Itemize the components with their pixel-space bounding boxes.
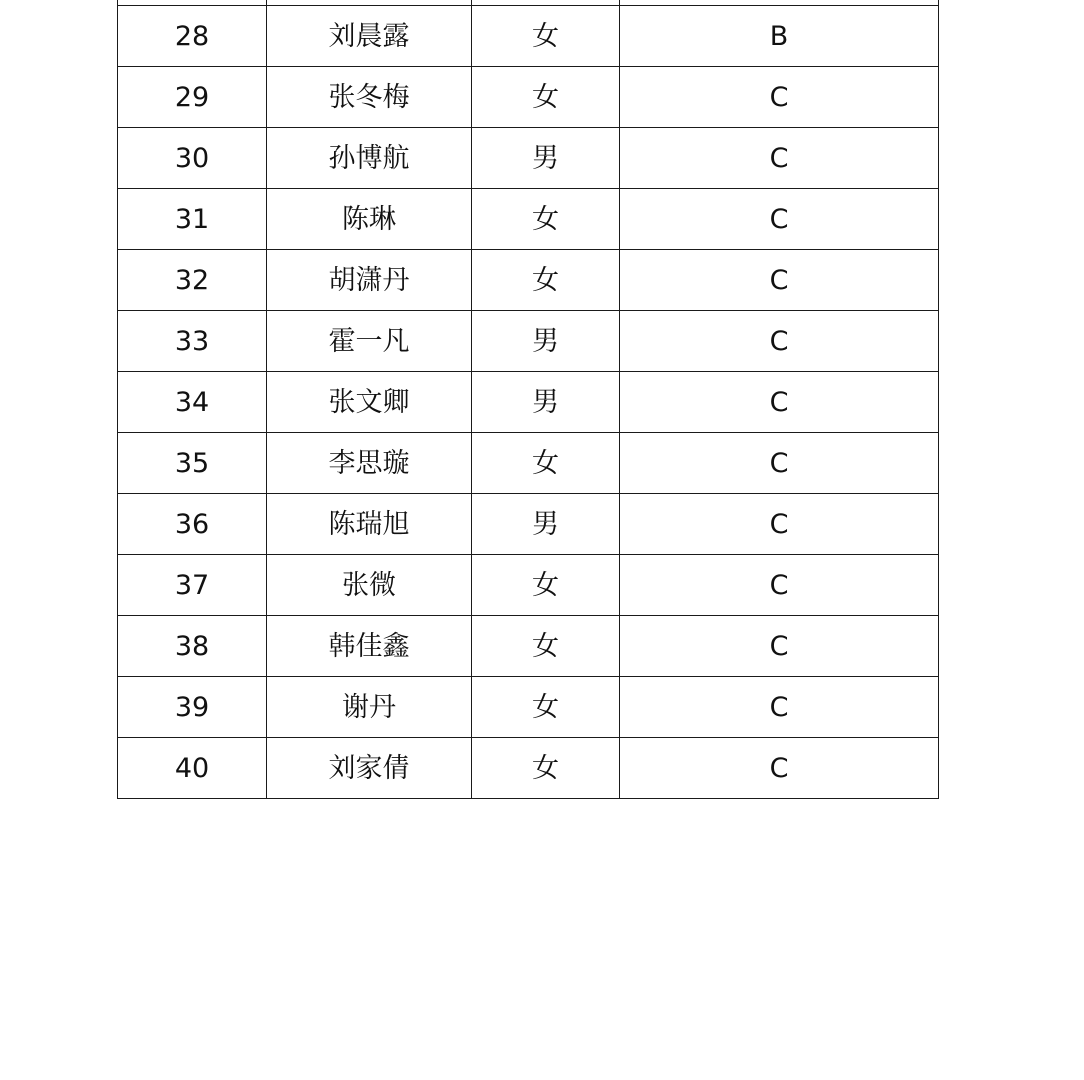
cell-name: 张微 <box>267 555 472 616</box>
table-row <box>118 555 939 616</box>
cell-gender: 男 <box>472 128 620 189</box>
cell-gender: 男 <box>472 494 620 555</box>
cell-name: 陈瑞旭 <box>267 494 472 555</box>
cell-grade: C <box>620 250 939 311</box>
cell-gender: 女 <box>472 6 620 67</box>
cell-no: 40 <box>118 738 267 799</box>
table-row <box>118 189 939 250</box>
cell-no: 33 <box>118 311 267 372</box>
cell-name: 谢丹 <box>267 677 472 738</box>
cell-gender: 女 <box>472 616 620 677</box>
table-row <box>118 6 939 67</box>
cell-gender: 女 <box>472 433 620 494</box>
cell-no: 31 <box>118 189 267 250</box>
cell-no: 37 <box>118 555 267 616</box>
cell-gender: 男 <box>472 311 620 372</box>
cell-no: 32 <box>118 250 267 311</box>
cell-grade: C <box>620 128 939 189</box>
cell-no: 36 <box>118 494 267 555</box>
cell-gender: 男 <box>472 372 620 433</box>
cell-name: 霍一凡 <box>267 311 472 372</box>
table-row <box>118 311 939 372</box>
cell-gender: 女 <box>472 677 620 738</box>
student-roster-table <box>117 0 939 799</box>
cell-name: 李思璇 <box>267 433 472 494</box>
cell-no: 30 <box>118 128 267 189</box>
cell-grade: C <box>620 67 939 128</box>
cell-name: 张文卿 <box>267 372 472 433</box>
table-row <box>118 494 939 555</box>
cell-grade: C <box>620 433 939 494</box>
cell-gender: 女 <box>472 189 620 250</box>
cell-name: 孙博航 <box>267 128 472 189</box>
cell-grade: C <box>620 555 939 616</box>
cell-grade: C <box>620 738 939 799</box>
cell-gender: 女 <box>472 738 620 799</box>
cell-grade: C <box>620 677 939 738</box>
cell-grade: B <box>620 6 939 67</box>
cell-name: 陈琳 <box>267 189 472 250</box>
cell-name: 刘晨露 <box>267 6 472 67</box>
cell-gender: 女 <box>472 250 620 311</box>
table-row <box>118 738 939 799</box>
table-row <box>118 128 939 189</box>
table-row <box>118 67 939 128</box>
cell-name: 韩佳鑫 <box>267 616 472 677</box>
cell-grade: C <box>620 189 939 250</box>
cell-grade: C <box>620 372 939 433</box>
table-row <box>118 677 939 738</box>
cell-name: 张冬梅 <box>267 67 472 128</box>
cell-no: 34 <box>118 372 267 433</box>
table-row <box>118 372 939 433</box>
roster-body <box>118 0 939 799</box>
cell-name: 胡潇丹 <box>267 250 472 311</box>
cell-grade: C <box>620 494 939 555</box>
table-row <box>118 250 939 311</box>
cell-no: 28 <box>118 6 267 67</box>
cell-no: 35 <box>118 433 267 494</box>
cell-name: 刘家倩 <box>267 738 472 799</box>
cell-grade: C <box>620 311 939 372</box>
table-row <box>118 433 939 494</box>
cell-no: 29 <box>118 67 267 128</box>
table-row <box>118 616 939 677</box>
cell-gender: 女 <box>472 67 620 128</box>
cell-no: 38 <box>118 616 267 677</box>
cell-gender: 女 <box>472 555 620 616</box>
cell-grade: C <box>620 616 939 677</box>
cell-no: 39 <box>118 677 267 738</box>
